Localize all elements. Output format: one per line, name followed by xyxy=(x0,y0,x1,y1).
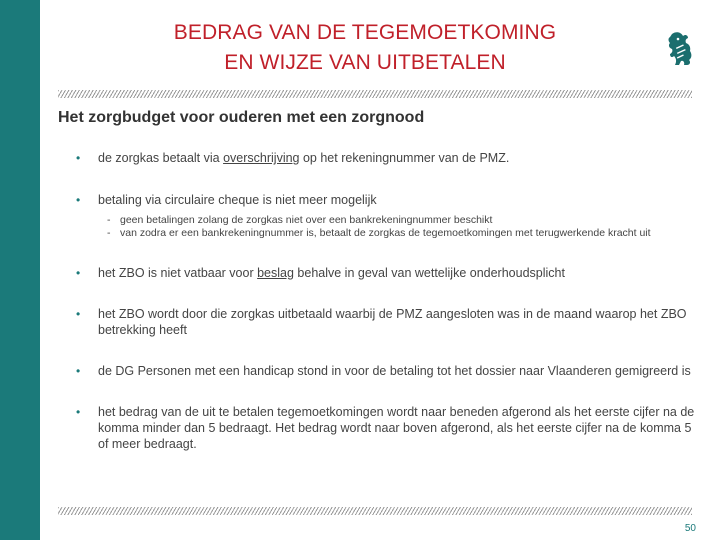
page-number: 50 xyxy=(684,523,696,534)
left-accent-bar xyxy=(0,0,40,540)
list-item: • de zorgkas betaalt via overschrijving op het rekeningnummer van de PMZ. xyxy=(76,151,510,165)
hatched-divider-top xyxy=(58,90,692,98)
flemish-lion-icon xyxy=(664,30,694,68)
bullet-icon: • xyxy=(76,151,81,165)
bullet-icon: • xyxy=(76,193,81,207)
bullet-icon: • xyxy=(76,266,81,280)
sub-list-item: - geen betalingen zolang de zorgkas niet over een bankrekeningnummer beschikt xyxy=(107,214,493,226)
title-line-1: BEDRAG VAN DE TEGEMOETKOMING xyxy=(173,21,557,44)
hatched-divider-bottom xyxy=(58,507,692,515)
list-item: • het ZBO wordt door die zorgkas uitbetaald waarbij de PMZ aangesloten was in de maand waarop het ZBO betrekking heeft xyxy=(76,307,687,337)
section-subtitle: Het zorgbudget voor ouderen met een zorgnood xyxy=(58,109,425,126)
sub-list xyxy=(98,214,696,240)
list-item: • het ZBO is niet vatbaar voor beslag behalve in geval van wettelijke onderhoudsplicht xyxy=(76,266,565,280)
bullet-icon: • xyxy=(76,364,81,378)
list-item: • betaling via circulaire cheque is niet meer mogelijk - geen betalingen zolang de zorgkas niet over een bankrekeningnummer beschikt - van zodra er een bankrekeningnummer is, betaalt de zorgkas de tegemoetkomingen met terugwerkende kracht uit xyxy=(76,192,696,240)
title-line-2: EN WIJZE VAN UITBETALEN xyxy=(224,51,506,74)
bullet-icon: • xyxy=(76,307,81,321)
slide-title xyxy=(120,18,610,78)
list-item: • de DG Personen met een handicap stond in voor de betaling tot het dossier naar Vlaanderen gemigreerd is xyxy=(76,364,691,378)
bullet-icon: • xyxy=(76,405,81,419)
dash-icon: - xyxy=(107,227,111,239)
underlined-term: overschrijving xyxy=(223,151,300,165)
dash-icon: - xyxy=(107,214,111,226)
bullet-list xyxy=(76,150,696,452)
sub-list-item: - van zodra er een bankrekeningnummer is, betaalt de zorgkas de tegemoetkomingen met terugwerkende kracht uit xyxy=(107,227,651,239)
underlined-term: beslag xyxy=(257,266,294,280)
list-item: • het bedrag van de uit te betalen tegemoetkomingen wordt naar beneden afgerond als het eerste cijfer na de komma minder dan 5 bedraagt. Het bedrag wordt naar boven afgerond, als het eerste cijfer na de komma 5 of meer bedraagt. xyxy=(76,405,695,451)
